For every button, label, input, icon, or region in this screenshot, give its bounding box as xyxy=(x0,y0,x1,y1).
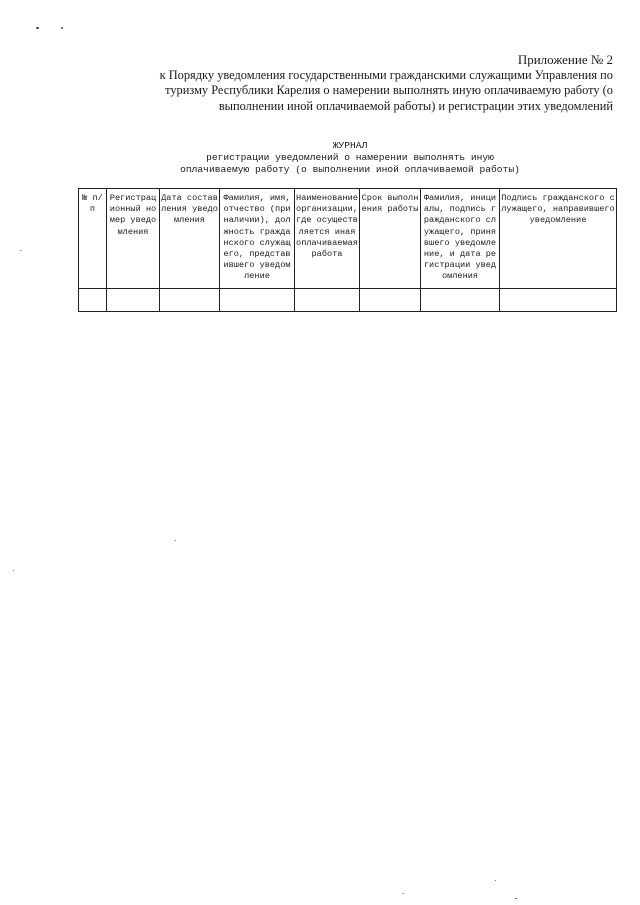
header-signature: Подпись гражданского служащего, направившего уведомление xyxy=(500,189,617,289)
header-registration-number: Регистрационный номер уведомления xyxy=(107,189,160,289)
header-employee-name: Фамилия, имя, отчество (при наличии), должность гражданского служащего, представившего уведомление xyxy=(220,189,295,289)
scan-speck xyxy=(36,27,39,29)
scan-speck xyxy=(495,880,496,881)
scan-speck xyxy=(61,27,63,29)
header-number: № п/п xyxy=(79,189,107,289)
scan-speck xyxy=(175,540,176,541)
scan-speck xyxy=(13,570,14,571)
journal-subtitle-line: регистрации уведомлений о намерении выполнять иную xyxy=(206,152,494,163)
scan-speck xyxy=(403,893,404,894)
table-cell xyxy=(421,288,500,311)
scan-speck xyxy=(515,898,517,899)
journal-heading xyxy=(100,140,600,176)
table-row xyxy=(79,288,617,311)
table-cell xyxy=(500,288,617,311)
table-header-row xyxy=(79,189,617,289)
registration-journal-table xyxy=(78,188,617,312)
table-cell xyxy=(79,288,107,311)
header-date: Дата составления уведомления xyxy=(160,189,220,289)
appendix-line: туризму Республики Карелия о намерении выполнять иную оплачиваемую работу (о xyxy=(165,83,613,97)
table-cell xyxy=(295,288,360,311)
appendix-line: выполнении иной оплачиваемой работы) и регистрации этих уведомлений xyxy=(218,98,613,113)
header-term: Срок выполнения работы xyxy=(360,189,421,289)
journal-subtitle-line: оплачиваемую работу (о выполнении иной оплачиваемой работы) xyxy=(180,164,520,175)
header-receiver: Фамилия, инициалы, подпись гражданского служащего, принявшего уведомление, и дата регистрации уведомления xyxy=(421,189,500,289)
table-cell xyxy=(160,288,220,311)
journal-title: ЖУРНАЛ xyxy=(332,140,368,151)
scan-speck xyxy=(20,250,21,251)
appendix-title: Приложение № 2 xyxy=(517,52,613,67)
appendix-line: к Порядку уведомления государственными гражданскими служащими Управления по xyxy=(159,67,613,82)
header-organization: Наименование организации, где осуществляется иная оплачиваемая работа xyxy=(295,189,360,289)
appendix-block xyxy=(93,52,613,114)
table-cell xyxy=(220,288,295,311)
table-cell xyxy=(107,288,160,311)
table-cell xyxy=(360,288,421,311)
